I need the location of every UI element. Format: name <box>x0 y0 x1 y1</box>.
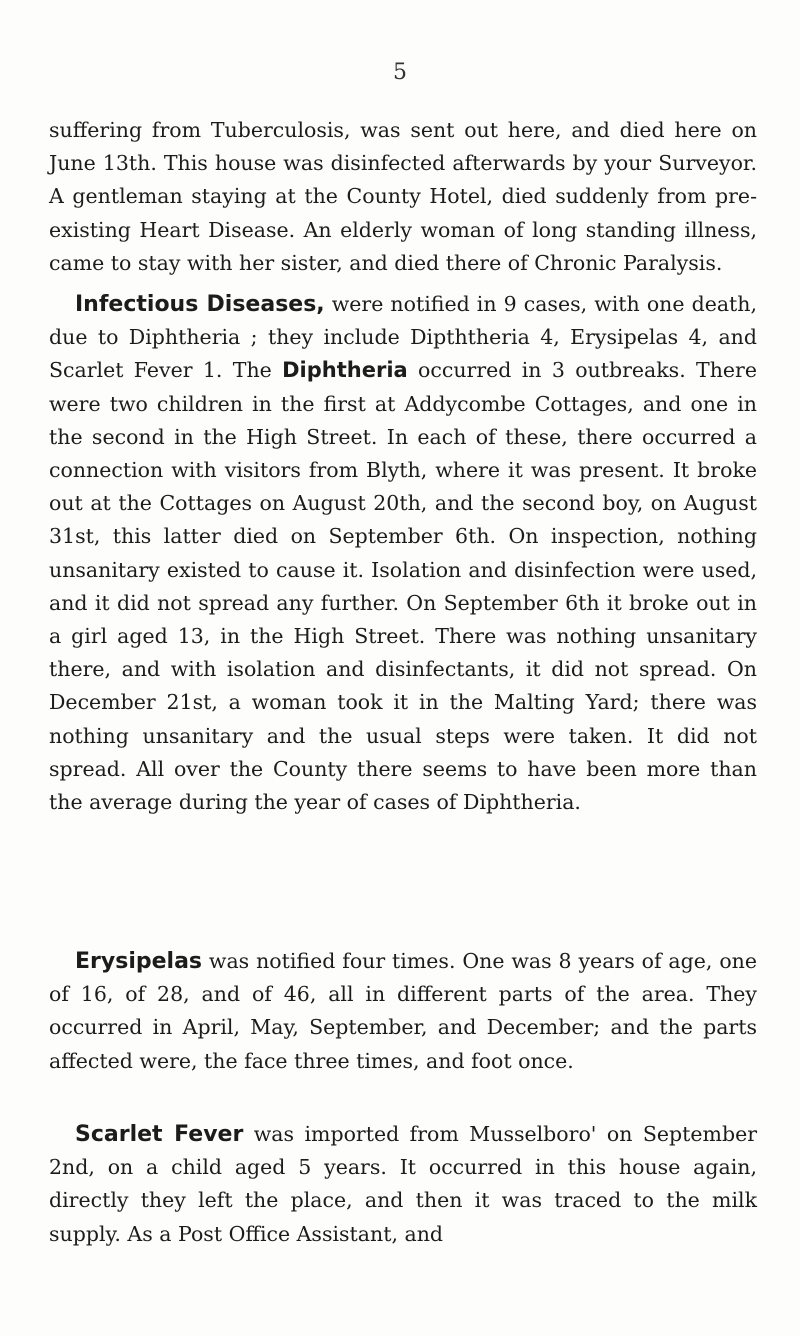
scarlet-fever-text <box>49 1118 757 1251</box>
diphtheria-heading: Diphtheria <box>282 358 408 383</box>
page-number: 5 <box>393 60 407 85</box>
infectious-diseases-heading: Infectious Diseases, <box>75 292 325 317</box>
erysipelas-heading: Erysipelas <box>75 949 203 974</box>
infectious-diseases-text <box>49 288 757 819</box>
erysipelas-text <box>49 945 757 1078</box>
continuation-text: suffering from Tuberculosis, was sent out here, and died here on June 13th. This house was disinfected afterwards by your Surveyor. A gentleman staying at the County Hotel, died suddenly from pre-existing Heart Disease. An elderly woman of long standing illness, came to stay with her sister, and died there of Chronic Paralysis. <box>49 118 757 275</box>
scarlet-fever-heading: Scarlet Fever <box>75 1122 244 1147</box>
paragraph-continuation <box>49 114 757 280</box>
paragraph-erysipelas <box>49 945 757 1078</box>
erysipelas-body: was notified four times. One was 8 years of age, one of 16, of 28, and of 46, all in different parts of the area. They occurred in April, May, September, and December; and the parts affected were, the face three times, and foot once. <box>49 949 757 1073</box>
scarlet-fever-body: was imported from Musselboro' on September 2nd, on a child aged 5 years. It occurred in this house again, directly they left the place, and then it was traced to the milk supply. As a Post Office Assistant, and <box>49 1122 757 1246</box>
infectious-text-before: were notified in 9 cases, with one death, due to Diphtheria ; they include Dipththeria 4, Erysipelas 4, and Scarlet Fever 1. The <box>49 292 758 383</box>
paragraph-infectious-diseases <box>49 288 757 819</box>
paragraph-scarlet-fever <box>49 1118 757 1251</box>
infectious-text-after: occurred in 3 outbreaks. There were two children in the first at Addycombe Cottages, and one in the second in the High Street. In each of these, there occurred a connection with visitors from Blyth, where it was present. It broke out at the Cottages on August 20th, and the second boy, on August 31st, this latter died on September 6th. On inspection, nothing unsanitary existed to cause it. Isolation and disinfection were used, and it did not spread any further. On September 6th it broke out in a girl aged 13, in the High Street. There was nothing unsanitary there, and with isolation and disinfectants, it did not spread. On December 21st, a woman took it in the Malting Yard; there was nothing unsanitary and the usual steps were taken. It did not spread. All over the County there seems to have been more than the average during the year of cases of Diphtheria. <box>49 358 757 815</box>
